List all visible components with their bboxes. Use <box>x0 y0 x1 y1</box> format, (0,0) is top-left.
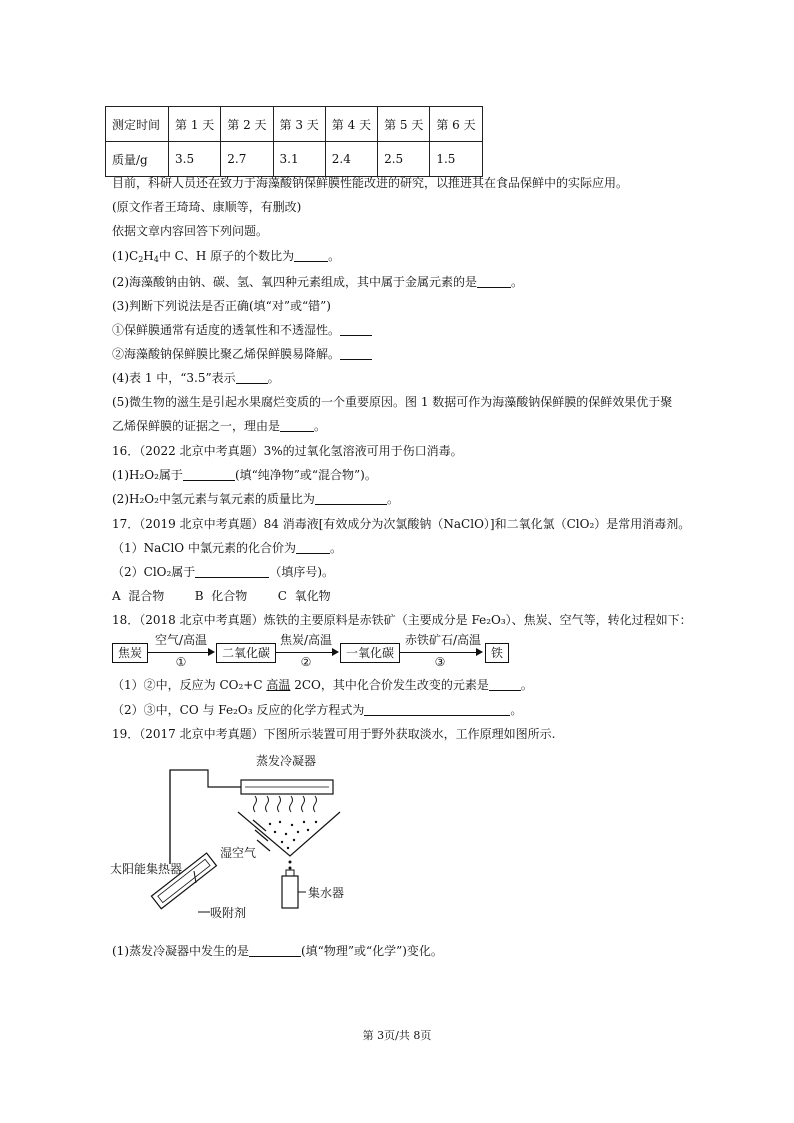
p19-1-text: (1)蒸发冷凝器中发生的是 <box>112 944 249 958</box>
p17-2-text: （2）ClO₂属于 <box>112 565 196 579</box>
answer-blank[interactable] <box>236 371 268 384</box>
q1-text: 中 C、H 原子的个数比为 <box>158 249 295 263</box>
p18-2-text: 。 <box>510 703 523 717</box>
arrow-line <box>148 652 210 653</box>
problem-17-1 <box>112 540 342 556</box>
arrow-label: 赤铁矿石/高温 <box>404 633 482 647</box>
table-cell: 2.5 <box>378 142 430 177</box>
humid-air-label: 湿空气 <box>220 846 257 860</box>
question-1 <box>112 248 340 268</box>
p17-1-text: 。 <box>329 541 342 555</box>
arrow-number: ① <box>175 655 187 669</box>
q1-text: 。 <box>328 249 341 263</box>
answer-blank[interactable] <box>315 492 387 505</box>
arrow-number: ③ <box>434 655 446 669</box>
flow-box-coke: 焦炭 <box>112 643 148 663</box>
p16-1-text: (填“纯净物”或“混合物”)。 <box>234 468 377 482</box>
q1-text: H <box>143 249 154 263</box>
problem-17-2 <box>112 564 334 580</box>
problem-16-2 <box>112 491 399 507</box>
answer-blank[interactable] <box>195 565 269 578</box>
p16-2-text: 。 <box>386 492 399 506</box>
problem-19: 19．（2017 北京中考真题）下图所示装置可用于野外获取淡水，工作原理如图所示. <box>112 727 556 741</box>
ironmaking-flowchart <box>112 635 712 675</box>
condenser-label: 蒸发冷凝器 <box>256 754 317 768</box>
p16-1-text: (1)H₂O₂属于 <box>112 468 183 482</box>
reaction-condition: 高温 <box>266 678 291 692</box>
p17-1-text: （1）NaClO 中氯元素的化合价为 <box>112 541 296 555</box>
question-3b <box>112 346 372 362</box>
flow-box-co: 一氧化碳 <box>340 643 400 663</box>
page-footer: 第 3页/共 8页 <box>362 1029 432 1042</box>
q5b-text: 。 <box>314 419 327 433</box>
adsorbent-label: 吸附剂 <box>210 906 247 920</box>
problem-16: 16．（2022 北京中考真题）3%的过氧化氢溶液可用于伤口消毒。 <box>112 444 463 458</box>
flow-box-iron: 铁 <box>485 643 509 663</box>
table-cell: 测定时间 <box>106 107 169 142</box>
answer-blank[interactable] <box>296 541 330 554</box>
q4-text: 。 <box>267 371 280 385</box>
q4-text: (4)表 1 中，“3.5”表示 <box>112 371 236 385</box>
answer-blank[interactable] <box>294 249 328 262</box>
arrow-line <box>400 652 478 653</box>
p18-2-text: （2）③中，CO 与 Fe₂O₃ 反应的化学方程式为 <box>112 703 365 717</box>
answer-blank[interactable] <box>477 275 511 288</box>
table-cell: 第 6 天 <box>430 107 482 142</box>
water-collector-label: 集水器 <box>308 886 345 900</box>
table-cell: 3.5 <box>169 142 221 177</box>
q1-text: (1)C <box>112 249 139 263</box>
q2-text: 。 <box>511 275 524 289</box>
problem-18: 18．（2018 北京中考真题）炼铁的主要原料是赤铁矿（主要成分是 Fe₂O₃）、焦炭、空气等，转化过程如下： <box>112 613 692 627</box>
p19-1-text: (填“物理”或“化学”)变化。 <box>301 944 443 958</box>
subscript: 2 <box>138 255 144 264</box>
q2-text: (2)海藻酸钠由钠、碳、氢、氧四种元素组成，其中属于金属元素的是 <box>112 275 478 289</box>
question-4 <box>112 370 280 386</box>
table-cell: 质量/g <box>106 142 169 177</box>
question-3: (3)判断下列说法是否正确(填“对”或“错”) <box>112 299 331 313</box>
answer-blank[interactable] <box>489 678 521 691</box>
table-cell: 第 4 天 <box>325 107 377 142</box>
table-cell: 第 2 天 <box>221 107 273 142</box>
problem-18-1 <box>112 677 533 693</box>
answer-blank[interactable] <box>280 419 314 432</box>
p17-2-text: （填序号)。 <box>269 565 334 579</box>
table-cell: 第 3 天 <box>273 107 325 142</box>
answer-blank[interactable] <box>364 703 510 716</box>
p16-2-text: (2)H₂O₂中氢元素与氧元素的质量比为 <box>112 492 315 506</box>
paragraph-line: 目前，科研人员还在致力于海藻酸钠保鲜膜性能改进的研究，以推进其在食品保鲜中的实际应用。 <box>112 176 629 190</box>
table-cell: 第 1 天 <box>169 107 221 142</box>
arrow-line <box>276 652 334 653</box>
table-cell: 3.1 <box>273 142 325 177</box>
water-harvester-diagram <box>110 752 370 932</box>
subscript: 4 <box>153 255 159 264</box>
flow-box-co2: 二氧化碳 <box>216 643 276 663</box>
answer-blank[interactable] <box>249 944 301 957</box>
p18-1-text: 。 <box>520 678 533 692</box>
problem-17: 17．（2019 北京中考真题）84 消毒液[有效成分为次氯酸钠（NaClO）]和二氧化氯（ClO₂）是常用消毒剂。 <box>112 517 691 531</box>
problem-16-1 <box>112 467 377 483</box>
answer-blank[interactable] <box>340 323 372 336</box>
problem-18-2 <box>112 702 522 718</box>
question-5a: (5)微生物的滋生是引起水果腐烂变质的一个重要原因。图 1 数据可作为海藻酸钠保鲜膜的保鲜效果优于聚 <box>112 395 673 409</box>
problem-17-options: A 混合物 B 化合物 C 氧化物 <box>112 589 331 603</box>
instruction: 依据文章内容回答下列问题。 <box>112 224 269 238</box>
table-cell: 2.4 <box>325 142 377 177</box>
answer-blank[interactable] <box>340 347 372 360</box>
answer-blank[interactable] <box>183 468 235 481</box>
solar-collector-label: 太阳能集热器 <box>110 862 183 876</box>
table-cell: 2.7 <box>221 142 273 177</box>
q3b-text: ②海藻酸钠保鲜膜比聚乙烯保鲜膜易降解。 <box>112 347 341 361</box>
table-row <box>106 142 483 177</box>
arrow-label: 空气/高温 <box>154 633 208 647</box>
question-5b <box>112 418 326 434</box>
table-cell: 1.5 <box>430 142 482 177</box>
question-3a <box>112 322 372 338</box>
p18-1-text: 2CO，其中化合价发生改变的元素是 <box>294 678 489 692</box>
problem-19-1 <box>112 943 443 959</box>
table-header-row <box>106 107 483 142</box>
arrow-number: ② <box>300 655 312 669</box>
p18-1-text: （1）②中，反应为 CO₂+C <box>112 678 263 692</box>
q3a-text: ①保鲜膜通常有适度的透氧性和不透湿性。 <box>112 323 341 337</box>
source-note: (原文作者王琦琦、康顺等，有删改) <box>112 200 302 214</box>
table-cell: 第 5 天 <box>378 107 430 142</box>
arrow-label: 焦炭/高温 <box>279 633 333 647</box>
mass-table <box>105 106 483 177</box>
question-2 <box>112 274 523 290</box>
q5b-text: 乙烯保鲜膜的证据之一，理由是 <box>112 419 281 433</box>
